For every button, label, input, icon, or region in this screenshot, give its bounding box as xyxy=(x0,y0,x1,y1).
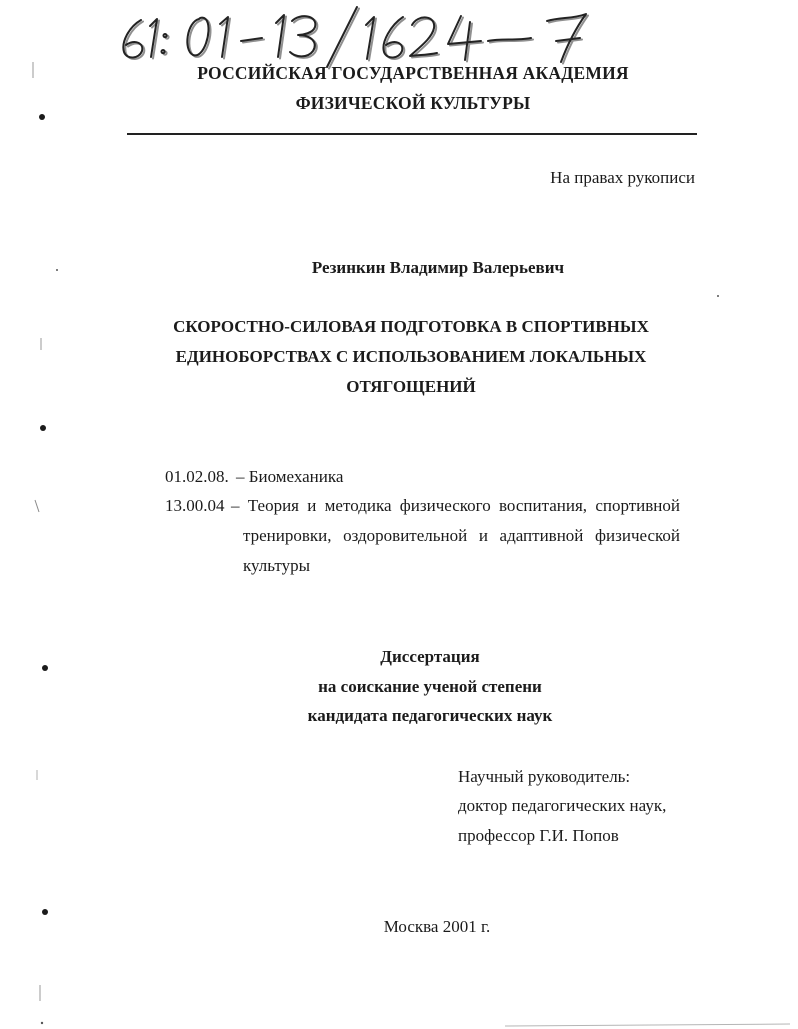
scan-dot xyxy=(42,909,48,915)
title-line-3: ОТЯГОЩЕНИЙ xyxy=(346,377,476,396)
specialty-name-line-3: культуры xyxy=(243,556,310,575)
supervisor-name: профессор Г.И. Попов xyxy=(458,826,619,845)
scan-dot xyxy=(42,665,48,671)
supervisor-label: Научный руководитель: xyxy=(458,767,631,786)
dissertation-degree-line-1: на соискание ученой степени xyxy=(318,677,542,696)
scan-speck xyxy=(56,269,58,271)
dissertation-label: Диссертация xyxy=(380,647,480,666)
specialty-name: – Биомеханика xyxy=(236,467,344,486)
institution-line-2: ФИЗИЧЕСКОЙ КУЛЬТУРЫ xyxy=(295,93,531,113)
header-rule xyxy=(127,133,697,135)
title-line-1: СКОРОСТНО-СИЛОВАЯ ПОДГОТОВКА В СПОРТИВНЫХ xyxy=(173,317,649,336)
city-year: Москва 2001 г. xyxy=(383,917,491,936)
title-line-2: ЕДИНОБОРСТВАХ С ИСПОЛЬЗОВАНИЕМ ЛОКАЛЬНЫХ xyxy=(175,347,647,366)
dissertation-degree-line-2: кандидата педагогических наук xyxy=(307,706,553,725)
scan-dot xyxy=(39,114,45,120)
handwriting-stroke xyxy=(327,7,357,67)
specialty-code: 13.00.04 xyxy=(165,496,225,515)
institution-line-1: РОССИЙСКАЯ ГОСУДАРСТВЕННАЯ АКАДЕМИЯ xyxy=(197,63,629,83)
manuscript-note: На правах рукописи xyxy=(550,168,695,187)
scan-dot xyxy=(40,425,46,431)
scan-speck xyxy=(717,295,719,297)
scan-mark xyxy=(35,500,39,512)
specialty-name-line-2: тренировки, оздоровительной и адаптивной физической xyxy=(243,526,680,545)
scan-speck xyxy=(41,1022,43,1024)
scan-edge-line xyxy=(505,1024,790,1026)
specialty-code: 01.02.08. xyxy=(165,467,229,486)
supervisor-degree: доктор педагогических наук, xyxy=(458,796,667,815)
specialty-name-line-1: – Теория и методика физического воспитания, спортивной xyxy=(231,496,680,515)
author-name: Резинкин Владимир Валерьевич xyxy=(311,258,565,277)
